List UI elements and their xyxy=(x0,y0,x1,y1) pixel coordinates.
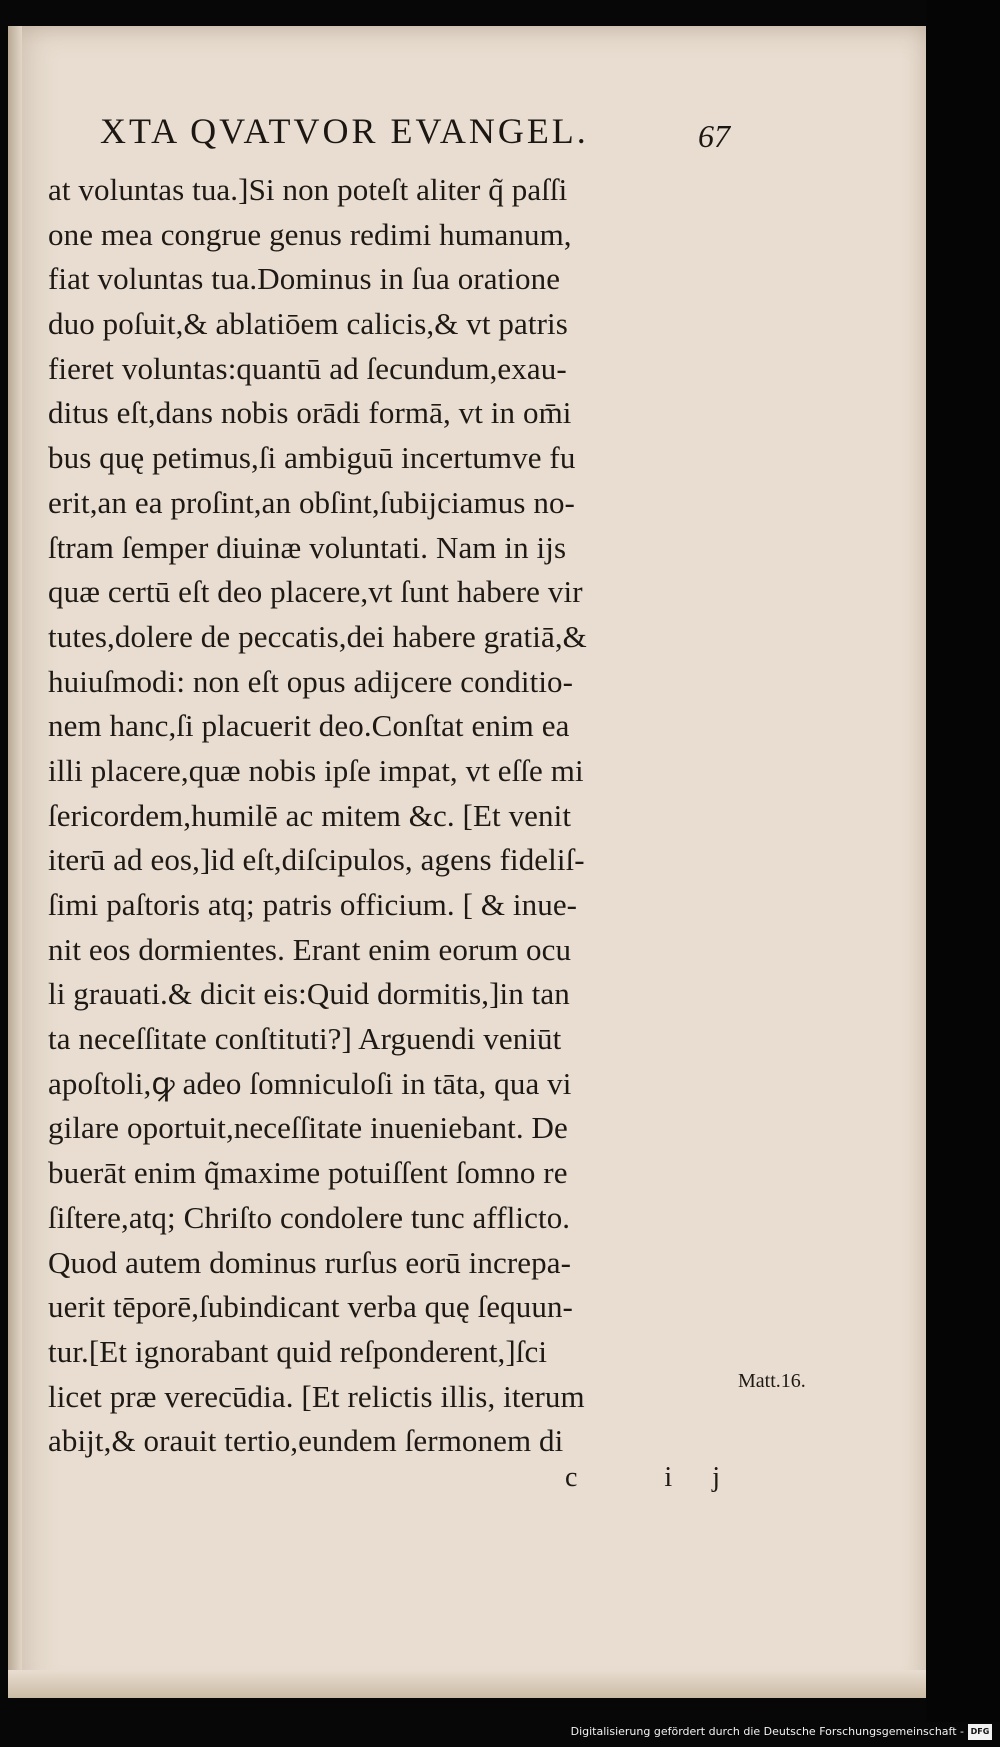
page-bottom-edge xyxy=(8,1670,926,1698)
body-text xyxy=(48,168,738,1464)
text-line: ſtram ſemper diuinæ voluntati. Nam in ijs xyxy=(48,529,567,565)
dfg-logo: DFG xyxy=(968,1724,992,1740)
text-line: licet præ verecūdia. [Et relictis illis, iterum xyxy=(48,1378,585,1414)
text-line: fieret voluntas:quantū ad ſecundum,exau- xyxy=(48,350,567,386)
text-line: apoſtoli,ꝙ adeo ſomniculoſi in tāta, qua vi xyxy=(48,1065,572,1101)
page-gutter-shadow xyxy=(8,26,22,1698)
text-line: Quod autem dominus rurſus eorū increpa- xyxy=(48,1244,572,1280)
text-line: tutes,dolere de peccatis,dei habere gratiā,& xyxy=(48,618,587,654)
marginal-note: Matt.16. xyxy=(738,1370,806,1392)
text-line: huiuſmodi: non eſt opus adijcere conditio- xyxy=(48,663,574,699)
text-line: uerit tēporē,ſubindicant verba quę ſequun- xyxy=(48,1289,573,1325)
scan-right-border xyxy=(926,0,1000,1747)
running-head: XTA QVATVOR EVANGEL. xyxy=(100,111,589,151)
page-number: 67 xyxy=(698,118,730,154)
signature-mark: c ij xyxy=(565,1462,760,1493)
text-line: gilare oportuit,neceſſitate inueniebant. De xyxy=(48,1110,568,1146)
text-line: bus quę petimus,ſi ambiguū incertumve fu xyxy=(48,440,576,476)
text-line: fiat voluntas tua.Dominus in ſua oratione xyxy=(48,261,561,297)
text-line: nit eos dormientes. Erant enim eorum ocu xyxy=(48,931,572,967)
text-line: ſiſtere,atq; Chriſto condolere tunc afflicto. xyxy=(48,1199,571,1235)
text-line: ſimi paſtoris atq; patris officium. [ & inue- xyxy=(48,887,578,922)
text-line: duo poſuit,& ablatiōem calicis,& vt patris xyxy=(48,306,568,342)
text-line: erit,an ea proſint,an obſint,ſubijciamus no- xyxy=(48,484,575,520)
text-line: iterū ad eos,]id eſt,diſcipulos, agens fideliſ- xyxy=(48,842,585,878)
text-line: nem hanc,ſi placuerit deo.Conſtat enim ea xyxy=(48,708,570,744)
text-line: one mea congrue genus redimi humanum, xyxy=(48,216,572,252)
credit-bar xyxy=(0,1722,1000,1747)
text-line: li grauati.& dicit eis:Quid dormitis,]in tan xyxy=(48,976,570,1012)
text-line: at voluntas tua.]Si non poteſt aliter q̃ paſſi xyxy=(48,172,568,207)
text-line: ta neceſſitate conſtituti?] Arguendi veniūt xyxy=(48,1021,562,1057)
text-line: abijt,& orauit tertio,eundem ſermonem di xyxy=(48,1423,564,1459)
text-line: ditus eſt,dans nobis orādi formā, vt in om̄i xyxy=(48,395,572,431)
text-line: ſericordem,humilē ac mitem &c. [Et venit xyxy=(48,797,572,833)
text-line: quæ certū eſt deo placere,vt ſunt habere vir xyxy=(48,574,583,610)
text-line: buerāt enim q̃maxime potuiſſent ſomno re xyxy=(48,1155,568,1191)
text-line: tur.[Et ignorabant quid reſponderent,]ſci xyxy=(48,1333,548,1369)
text-line: illi placere,quæ nobis ipſe impat, vt eſſe mi xyxy=(48,752,584,788)
credit-text: Digitalisierung gefördert durch die Deutsche Forschungsgemeinschaft - xyxy=(570,1725,964,1738)
